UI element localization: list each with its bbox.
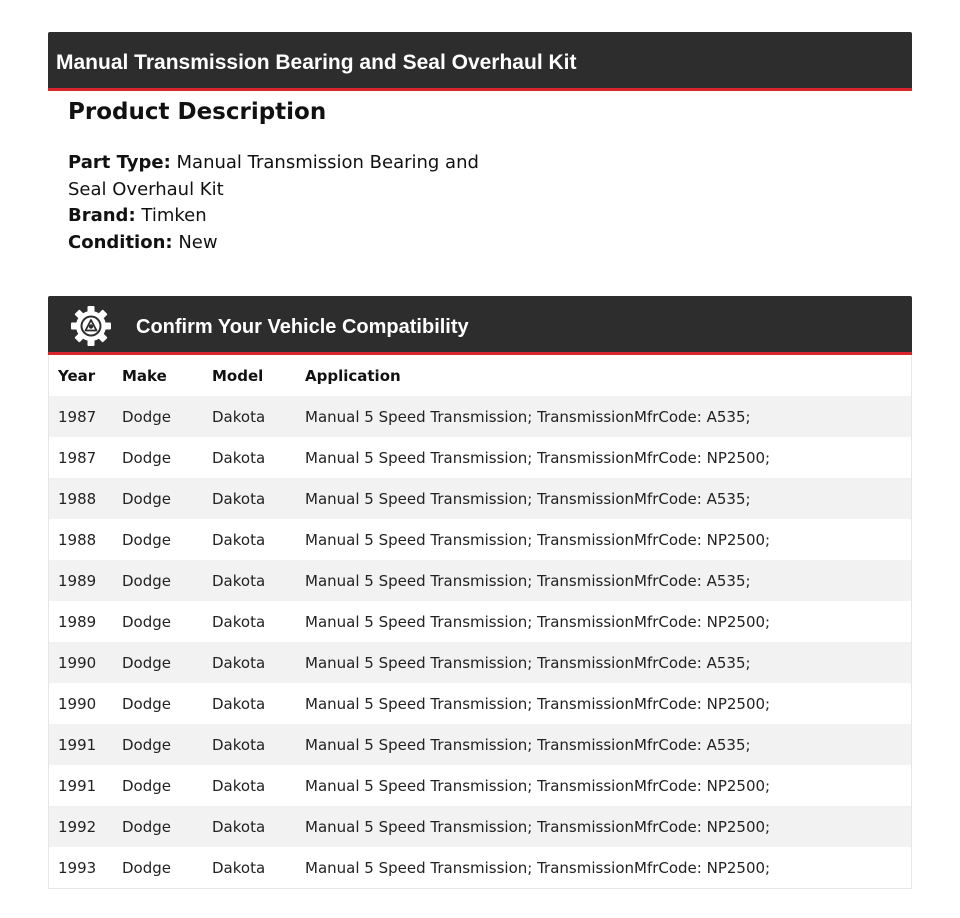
cell-application: Manual 5 Speed Transmission; TransmissionMfrCode: NP2500; bbox=[305, 683, 911, 724]
cell-application: Manual 5 Speed Transmission; TransmissionMfrCode: A535; bbox=[305, 724, 911, 765]
cell-year: 1992 bbox=[49, 806, 122, 847]
table-row bbox=[49, 519, 911, 560]
cell-model: Dakota bbox=[212, 437, 305, 478]
table-row bbox=[49, 560, 911, 601]
description-heading: Product Description bbox=[68, 99, 327, 125]
product-description bbox=[68, 92, 488, 256]
condition-label: Condition: bbox=[68, 231, 173, 253]
brand-line bbox=[68, 203, 488, 230]
compatibility-header bbox=[48, 296, 912, 355]
compatibility-title: Confirm Your Vehicle Compatibility bbox=[136, 316, 469, 338]
cell-year: 1987 bbox=[49, 396, 122, 437]
cell-model: Dakota bbox=[212, 724, 305, 765]
cell-application: Manual 5 Speed Transmission; TransmissionMfrCode: A535; bbox=[305, 478, 911, 519]
condition-value: New bbox=[178, 231, 218, 253]
cell-year: 1991 bbox=[49, 724, 122, 765]
cell-application: Manual 5 Speed Transmission; TransmissionMfrCode: NP2500; bbox=[305, 437, 911, 478]
cell-application: Manual 5 Speed Transmission; TransmissionMfrCode: NP2500; bbox=[305, 806, 911, 847]
product-title: Manual Transmission Bearing and Seal Overhaul Kit bbox=[56, 51, 577, 74]
table-row bbox=[49, 806, 911, 847]
cell-application: Manual 5 Speed Transmission; TransmissionMfrCode: NP2500; bbox=[305, 519, 911, 560]
cell-application: Manual 5 Speed Transmission; TransmissionMfrCode: NP2500; bbox=[305, 601, 911, 642]
cell-model: Dakota bbox=[212, 519, 305, 560]
column-header-application: Application bbox=[305, 366, 401, 385]
cell-year: 1993 bbox=[49, 847, 122, 888]
table-row bbox=[49, 765, 911, 806]
cell-make: Dodge bbox=[122, 396, 212, 437]
cell-make: Dodge bbox=[122, 724, 212, 765]
cell-application: Manual 5 Speed Transmission; TransmissionMfrCode: NP2500; bbox=[305, 765, 911, 806]
compatibility-table bbox=[49, 355, 911, 888]
cell-application: Manual 5 Speed Transmission; TransmissionMfrCode: A535; bbox=[305, 396, 911, 437]
compatibility-table-wrap bbox=[48, 355, 912, 889]
description-body bbox=[68, 150, 488, 256]
part-type-label: Part Type: bbox=[68, 152, 171, 173]
cell-make: Dodge bbox=[122, 847, 212, 888]
cell-make: Dodge bbox=[122, 683, 212, 724]
cell-application: Manual 5 Speed Transmission; TransmissionMfrCode: A535; bbox=[305, 642, 911, 683]
cell-application: Manual 5 Speed Transmission; TransmissionMfrCode: NP2500; bbox=[305, 847, 911, 888]
cell-year: 1988 bbox=[49, 519, 122, 560]
cell-make: Dodge bbox=[122, 478, 212, 519]
table-row bbox=[49, 642, 911, 683]
cell-year: 1989 bbox=[49, 601, 122, 642]
cell-make: Dodge bbox=[122, 601, 212, 642]
column-header-model: Model bbox=[212, 366, 264, 385]
gear-icon bbox=[70, 305, 112, 347]
table-row bbox=[49, 437, 911, 478]
cell-year: 1988 bbox=[49, 478, 122, 519]
cell-model: Dakota bbox=[212, 396, 305, 437]
cell-make: Dodge bbox=[122, 765, 212, 806]
cell-model: Dakota bbox=[212, 478, 305, 519]
table-row bbox=[49, 601, 911, 642]
table-row bbox=[49, 683, 911, 724]
cell-model: Dakota bbox=[212, 683, 305, 724]
cell-application: Manual 5 Speed Transmission; TransmissionMfrCode: A535; bbox=[305, 560, 911, 601]
column-header-make: Make bbox=[122, 366, 167, 385]
cell-model: Dakota bbox=[212, 642, 305, 683]
cell-year: 1990 bbox=[49, 642, 122, 683]
cell-make: Dodge bbox=[122, 437, 212, 478]
cell-make: Dodge bbox=[122, 642, 212, 683]
cell-model: Dakota bbox=[212, 560, 305, 601]
part-type-value: Manual Transmission Bearing and Seal Overhaul Kit bbox=[68, 152, 479, 200]
cell-year: 1987 bbox=[49, 437, 122, 478]
cell-model: Dakota bbox=[212, 765, 305, 806]
table-row bbox=[49, 724, 911, 765]
cell-make: Dodge bbox=[122, 519, 212, 560]
cell-model: Dakota bbox=[212, 847, 305, 888]
brand-label: Brand: bbox=[68, 205, 136, 226]
product-title-bar bbox=[48, 32, 912, 91]
brand-value: Timken bbox=[141, 205, 207, 226]
cell-year: 1990 bbox=[49, 683, 122, 724]
cell-make: Dodge bbox=[122, 806, 212, 847]
table-row bbox=[49, 478, 911, 519]
cell-model: Dakota bbox=[212, 806, 305, 847]
column-header-year: Year bbox=[58, 366, 96, 385]
table-row bbox=[49, 847, 911, 888]
table-row bbox=[49, 396, 911, 437]
condition-line bbox=[68, 230, 488, 257]
cell-model: Dakota bbox=[212, 601, 305, 642]
cell-year: 1989 bbox=[49, 560, 122, 601]
cell-year: 1991 bbox=[49, 765, 122, 806]
table-header-row bbox=[49, 355, 911, 396]
part-type-line bbox=[68, 150, 488, 203]
cell-make: Dodge bbox=[122, 560, 212, 601]
